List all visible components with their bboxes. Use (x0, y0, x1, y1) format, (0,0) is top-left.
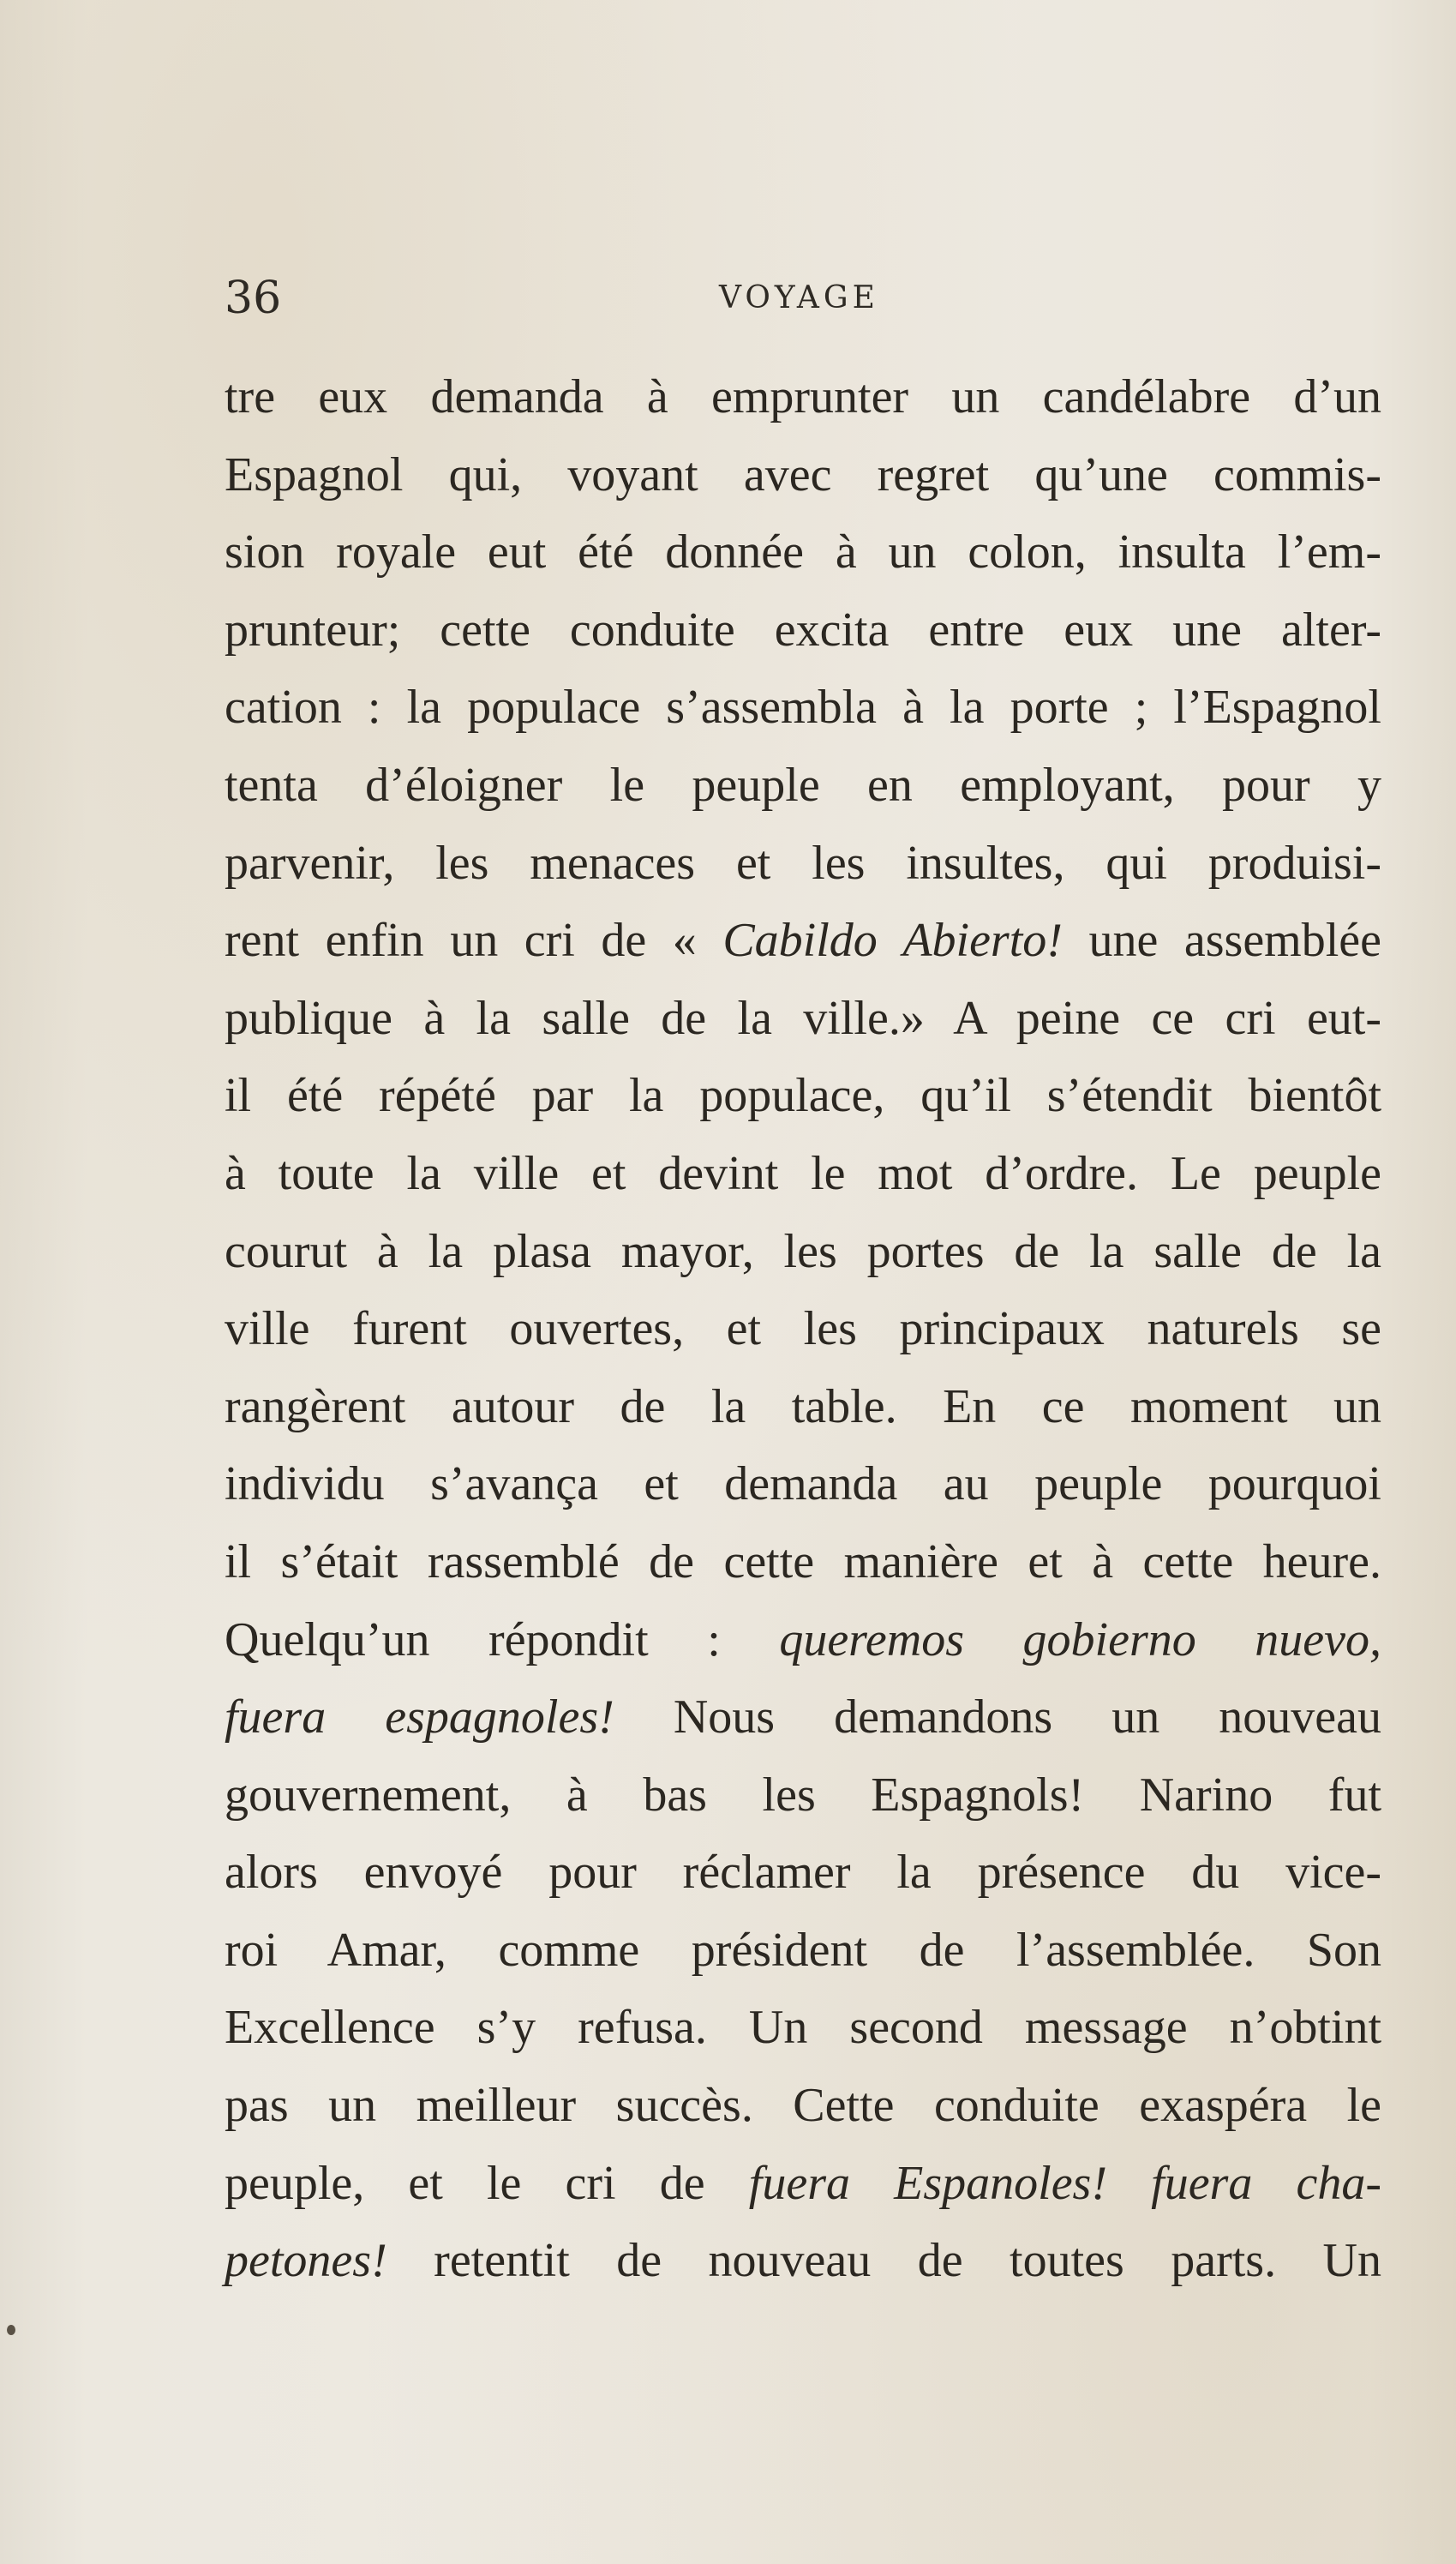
text-line: rangèrent autour de la table. En ce moment un (225, 1379, 1381, 1433)
text-line: peuple, et le cri de fuera Espanoles! fuera cha- (225, 2156, 1382, 2210)
running-title: VOYAGE (719, 280, 879, 315)
text-line: Excellence s’y refusa. Un second message n’obtint (225, 2001, 1381, 2055)
text-line: il été répété par la populace, qu’il s’étendit bientôt (225, 1069, 1381, 1123)
text-line: rent enfin un cri de « Cabildo Abierto! une assemblée (225, 914, 1382, 968)
text-line: gouvernement, à bas les Espagnols! Narino fut (225, 1768, 1381, 1822)
text-line: sion royale eut été donnée à un colon, insulta l’em- (225, 525, 1381, 579)
text-line: à toute la ville et devint le mot d’ordre. Le peuple (225, 1146, 1381, 1200)
text-line: Quelqu’un répondit : queremos gobierno nuevo, (225, 1612, 1381, 1666)
ink-spot (7, 2325, 15, 2335)
text-line: ville furent ouvertes, et les principaux naturels se (225, 1302, 1381, 1356)
text-line: individu s’avança et demanda au peuple pourquoi (225, 1457, 1381, 1511)
body-text (225, 358, 1381, 2300)
text-line: Espagnol qui, voyant avec regret qu’une commis- (225, 447, 1381, 501)
italic-phrase: fuera Espanoles! fuera cha- (748, 2156, 1382, 2210)
italic-phrase: petones! (225, 2234, 387, 2288)
text-line: petones! retentit de nouveau de toutes parts. Un (225, 2234, 1381, 2288)
text-line: parvenir, les menaces et les insultes, qui produisi- (225, 836, 1381, 890)
text-line: prunteur; cette conduite excita entre eux une alter- (225, 603, 1381, 657)
text-line: fuera espagnoles! Nous demandons un nouveau (225, 1690, 1381, 1744)
text-line: il s’était rassemblé de cette manière et à cette heure. (225, 1534, 1381, 1588)
text-line: pas un meilleur succès. Cette conduite exaspéra le (225, 2079, 1381, 2133)
text-line: roi Amar, comme président de l’assemblée. Son (225, 1923, 1381, 1977)
page-number: 36 (225, 273, 282, 324)
italic-phrase: queremos gobierno nuevo, (779, 1612, 1381, 1666)
text-line: tre eux demanda à emprunter un candélabre d’un (225, 370, 1381, 423)
text-line: alors envoyé pour réclamer la présence du vice- (225, 1846, 1381, 1900)
italic-phrase: fuera espagnoles! (225, 1690, 614, 1744)
text-line: publique à la salle de la ville.» A peine ce cri eut- (225, 991, 1381, 1045)
text-line: cation : la populace s’assembla à la porte ; l’Espagnol (225, 681, 1381, 735)
text-line: courut à la plasa mayor, les portes de la salle de la (225, 1224, 1381, 1278)
running-head (225, 264, 1381, 333)
italic-phrase: Cabildo Abierto! (722, 914, 1063, 968)
text-line: tenta d’éloigner le peuple en employant, pour y (225, 758, 1381, 812)
